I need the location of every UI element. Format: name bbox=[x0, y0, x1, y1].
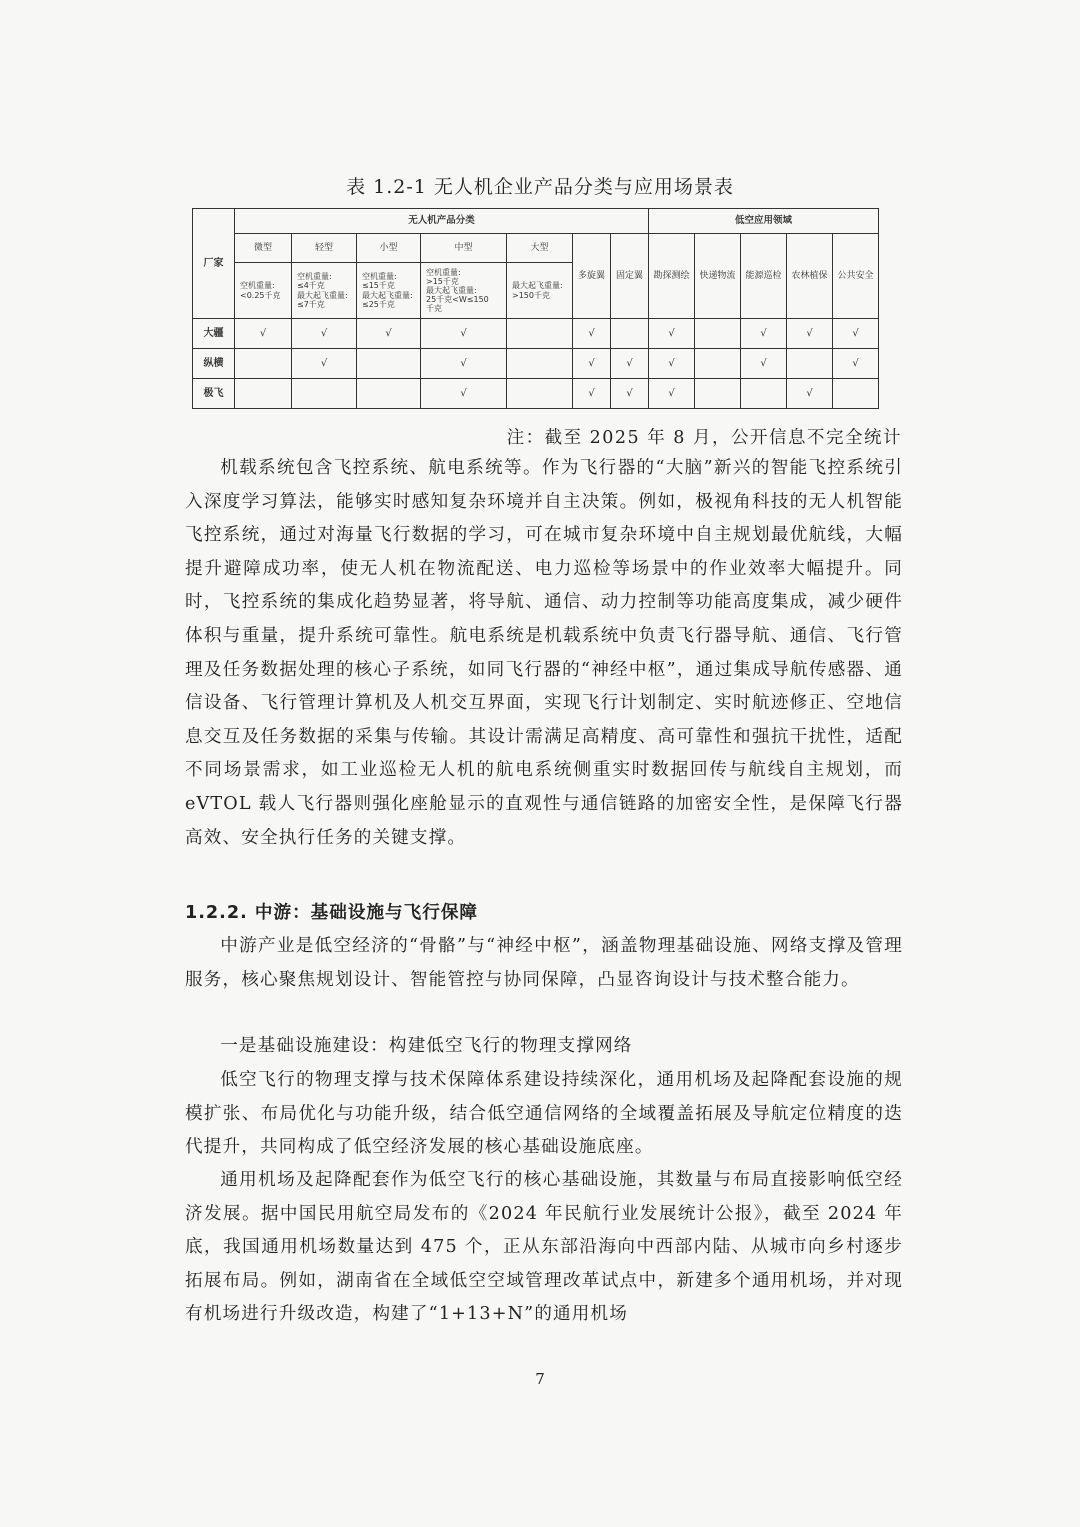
section-heading: 1.2.2. 中游：基础设施与飞行保障 bbox=[185, 903, 479, 923]
size-header: 轻型 bbox=[292, 234, 357, 263]
weight-spec: 最大起飞重量: >150千克 bbox=[507, 263, 573, 319]
check-mark-cell bbox=[235, 349, 292, 379]
check-mark-cell bbox=[507, 349, 573, 379]
check-mark-cell: √ bbox=[741, 349, 787, 379]
check-mark-cell bbox=[357, 379, 421, 409]
check-mark-cell: √ bbox=[573, 349, 611, 379]
check-mark-cell: √ bbox=[611, 349, 649, 379]
paragraph-infrastructure: 低空飞行的物理支撑与技术保障体系建设持续深化，通用机场及起降配套设施的规模扩张、布局优化与功能升级，结合低空通信网络的全域覆盖拓展及导航定位精度的迭代提升，共同构成了低空经济发展的核心基础设施底座。 bbox=[185, 1070, 903, 1158]
size-header: 大型 bbox=[507, 234, 573, 263]
table-row bbox=[193, 319, 879, 349]
type-header: 固定翼 bbox=[611, 234, 649, 319]
check-mark-cell: √ bbox=[573, 379, 611, 409]
product-classification-table bbox=[192, 208, 879, 409]
check-mark-cell: √ bbox=[649, 319, 695, 349]
paragraph-midstream: 中游产业是低空经济的“骨骼”与“神经中枢”，涵盖物理基础设施、网络支撑及管理服务，核心聚焦规划设计、智能管控与协同保障，凸显咨询设计与技术整合能力。 bbox=[185, 936, 903, 990]
table-caption: 表 1.2-1 无人机企业产品分类与应用场景表 bbox=[346, 176, 734, 198]
weight-spec: 空机重量: <0.25千克 bbox=[235, 263, 292, 319]
check-mark-cell: √ bbox=[357, 319, 421, 349]
check-mark-cell bbox=[507, 319, 573, 349]
check-mark-cell: √ bbox=[573, 319, 611, 349]
application-header: 快递物流 bbox=[695, 234, 741, 319]
check-mark-cell: √ bbox=[611, 379, 649, 409]
check-mark-cell bbox=[357, 349, 421, 379]
vendor-name: 纵横 bbox=[193, 349, 235, 379]
check-mark-cell bbox=[741, 379, 787, 409]
check-mark-cell: √ bbox=[292, 349, 357, 379]
vendor-header: 厂家 bbox=[193, 209, 235, 319]
weight-spec: 空机重量: ≤15千克 最大起飞重量: ≤25千克 bbox=[357, 263, 421, 319]
check-mark-cell: √ bbox=[833, 319, 879, 349]
check-mark-cell bbox=[292, 379, 357, 409]
table-row bbox=[193, 379, 879, 409]
application-header: 公共安全 bbox=[833, 234, 879, 319]
check-mark-cell: √ bbox=[421, 349, 507, 379]
weight-spec: 空机重量: ≤4千克 最大起飞重量: ≤7千克 bbox=[292, 263, 357, 319]
check-mark-cell: √ bbox=[649, 349, 695, 379]
application-header: 农林植保 bbox=[787, 234, 833, 319]
check-mark-cell: √ bbox=[235, 319, 292, 349]
check-mark-cell: √ bbox=[833, 349, 879, 379]
paragraph-infrastructure-intro: 一是基础设施建设：构建低空飞行的物理支撑网络 bbox=[220, 1036, 633, 1056]
check-mark-cell bbox=[235, 379, 292, 409]
check-mark-cell: √ bbox=[787, 379, 833, 409]
vendor-name: 大疆 bbox=[193, 319, 235, 349]
check-mark-cell bbox=[695, 319, 741, 349]
size-header: 微型 bbox=[235, 234, 292, 263]
application-header: 能源巡检 bbox=[741, 234, 787, 319]
check-mark-cell bbox=[695, 379, 741, 409]
check-mark-cell bbox=[611, 319, 649, 349]
weight-spec: 空机重量: >15千克 最大起飞重量: 25千克<W≤150 千克 bbox=[421, 263, 507, 319]
application-header: 勘探测绘 bbox=[649, 234, 695, 319]
table-row bbox=[193, 349, 879, 379]
paragraph-airborne-systems: 机载系统包含飞控系统、航电系统等。作为飞行器的“大脑”新兴的智能飞控系统引入深度学习算法，能够实时感知复杂环境并自主决策。例如，极视角科技的无人机智能飞控系统，通过对海量飞行数据的学习，可在城市复杂环境中自主规划最优航线，大幅提升避障成功率，使无人机在物流配送、电力巡检等场景中的作业效率大幅提升。同时，飞控系统的集成化趋势显著，将导航、通信、动力控制等功能高度集成，减少硬件体积与重量，提升系统可靠性。航电系统是机载系统中负责飞行器导航、通信、飞行管理及任务数据处理的核心子系统，如同飞行器的“神经中枢”，通过集成导航传感器、通信设备、飞行管理计算机及人机交互界面，实现飞行计划制定、实时航迹修正、空地信息交互及任务数据的采集与传输。其设计需满足高精度、高可靠性和强抗干扰性，适配不同场景需求，如工业巡检无人机的航电系统侧重实时数据回传与航线自主规划，而 eVTOL 载人飞行器则强化座舱显示的直观性与通信链路的加密安全性，是保障飞行器高效、安全执行任务的关键支撑。 bbox=[185, 458, 903, 848]
vendor-name: 极飞 bbox=[193, 379, 235, 409]
check-mark-cell bbox=[695, 349, 741, 379]
check-mark-cell: √ bbox=[787, 319, 833, 349]
page-number: 7 bbox=[535, 1370, 545, 1388]
group-header-products: 无人机产品分类 bbox=[235, 209, 649, 234]
check-mark-cell bbox=[787, 349, 833, 379]
size-header: 小型 bbox=[357, 234, 421, 263]
check-mark-cell: √ bbox=[421, 319, 507, 349]
type-header: 多旋翼 bbox=[573, 234, 611, 319]
check-mark-cell: √ bbox=[649, 379, 695, 409]
group-header-applications: 低空应用领域 bbox=[649, 209, 879, 234]
table-note: 注：截至 2025 年 8 月，公开信息不完全统计 bbox=[506, 428, 902, 448]
size-header: 中型 bbox=[421, 234, 507, 263]
check-mark-cell: √ bbox=[741, 319, 787, 349]
paragraph-general-airports: 通用机场及起降配套作为低空飞行的核心基础设施，其数量与布局直接影响低空经济发展。据中国民用航空局发布的《2024 年民航行业发展统计公报》，截至 2024 年底，我国通用机场数量达到 475 个，正从东部沿海向中西部内陆、从城市向乡村逐步拓展布局。例如，湖南省在全域低空空域管理改革试点中，新建多个通用机场，并对现有机场进行升级改造，构建了“1+13+N”的通用机场 bbox=[185, 1170, 903, 1325]
check-mark-cell: √ bbox=[292, 319, 357, 349]
check-mark-cell bbox=[507, 379, 573, 409]
check-mark-cell bbox=[833, 379, 879, 409]
check-mark-cell: √ bbox=[421, 379, 507, 409]
